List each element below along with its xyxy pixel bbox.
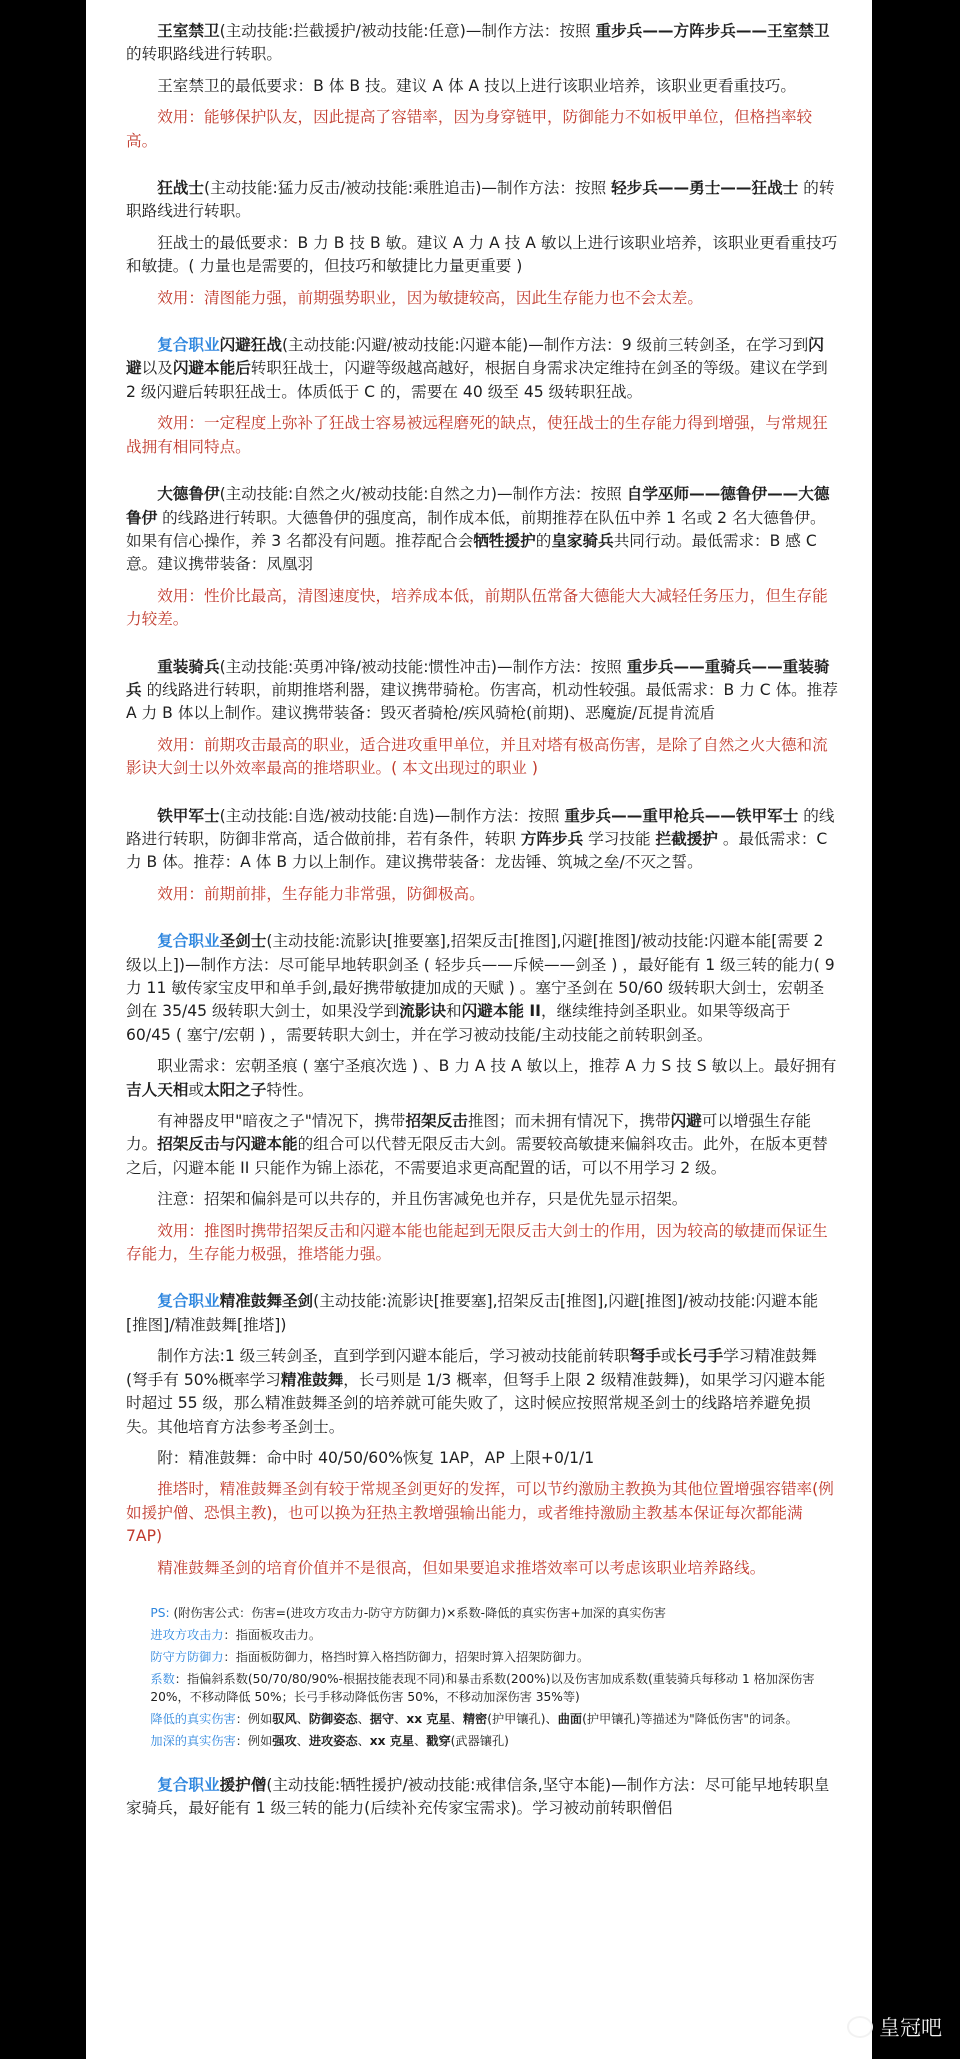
text: 招架反击	[405, 1112, 468, 1131]
text: ：例如	[235, 1711, 273, 1726]
section-royal-guard	[126, 20, 838, 153]
text: 进攻方攻击力	[150, 1627, 224, 1642]
paragraph	[126, 930, 838, 1047]
ps-line	[126, 1710, 838, 1728]
requirement: 狂战士的最低要求：B 力 B 技 B 敏。建议 A 力 A 技 A 敏以上进行该职业培养，该职业更看重技巧和敏捷。( 力量也是需要的，但技巧和敏捷比力量更重要 )	[126, 233, 838, 276]
compound-tag: 复合职业	[157, 1292, 220, 1311]
path: 轻步兵——勇士——狂战士	[611, 179, 799, 198]
text: 和	[445, 1002, 462, 1021]
text: (护甲镶孔)等描述为"降低伤害"的词条。	[582, 1711, 798, 1726]
text: (主动技能:流影诀[推要塞],招架反击[推图],闪避[推图]/被动技能:闪避本能[推图]/精准鼓舞[推塔])	[126, 1292, 819, 1334]
paragraph	[126, 1774, 838, 1821]
text: 的转职路线进行转职。	[126, 179, 835, 221]
text: (主动技能:流影诀[推要塞],招架反击[推图],闪避[推图]/被动技能:闪避本能[需要 2 级以上])—制作方法：尽可能早地转职剑圣 ( 轻步兵——斥候——剑圣 ) ，最好能有 1 级三转的能力( 9 力 11 敏传家宝皮甲和单手剑,最好携带敏捷加成的天赋 ) 。塞宁圣剑在 50/60 级转职大剑士，宏朝圣剑在 35/45 级转职大剑士，如果没学到	[126, 932, 835, 1021]
text: ：例如	[235, 1733, 273, 1748]
text: (护甲镶孔)、	[487, 1711, 558, 1726]
ps-line	[126, 1626, 838, 1644]
text: 弩手	[629, 1347, 661, 1366]
text: 共同行动。最低需求：B 感 C 意。建议携带装备：凤凰羽	[126, 531, 817, 574]
paragraph	[126, 1290, 838, 1337]
effect: 效用：前期攻击最高的职业，适合进攻重甲单位，并且对塔有极高伤害，是除了自然之火大德和流影诀大剑士以外效率最高的推塔职业。( 本文出现过的职业 )	[126, 735, 828, 778]
requirement	[126, 1055, 838, 1102]
tieba-paw-icon	[847, 2016, 873, 2038]
paragraph	[126, 656, 838, 726]
text: 的线路进行转职，防御非常高，适合做前排，若有条件，转职	[126, 806, 835, 848]
text: 的转职路线进行转职。	[126, 45, 282, 64]
class-name: 圣剑士	[219, 932, 267, 951]
paragraph	[126, 177, 838, 224]
text: ，继续维持剑圣职业。如果等级高于 60/45 ( 塞宁/宏朝 ) ，需要转职大剑士，并在学习被动技能/主动技能之前转职剑圣。	[126, 1002, 791, 1044]
paragraph	[126, 334, 838, 404]
effect: 推塔时，精准鼓舞圣剑有较于常规圣剑更好的发挥，可以节约激励主教换为其他位置增强容错率(例如援护僧、恐惧主教)，也可以换为狂热主教增强输出能力，或者维持激励主教基本保证每次都能满 7AP)	[126, 1480, 834, 1546]
text: 招架反击与闪避本能	[157, 1135, 298, 1154]
section-heavy-cavalry	[126, 656, 838, 781]
text: 。最低需求：C 力 B 体。推荐：A 体 B 力以上制作。建议携带装备：龙齿锤、筑城之垒/不灭之誓。	[126, 829, 828, 872]
effect: 效用：性价比最高，清图速度快，培养成本低，前期队伍常备大德能大大减轻任务压力，但生存能力较差。	[126, 586, 828, 629]
section-dodge-berserker	[126, 334, 838, 459]
watermark-text: 皇冠吧	[879, 2016, 942, 2040]
text: 学习精准鼓舞(弩手有 50%概率学习	[126, 1347, 817, 1389]
text: 制作方法:1 级三转剑圣，直到学到闪避本能后，学习被动技能前转职	[157, 1347, 630, 1366]
ps-line	[126, 1670, 838, 1706]
text: 闪避本能 II	[461, 1002, 541, 1021]
text: 的组合可以代替无限反击大剑。需要较高敏捷来偏斜攻击。此外，在版本更替之后，闪避本能 II 只能作为锦上添花，不需要追求更高配置的话，可以不用学习 2 级。	[126, 1135, 828, 1177]
compound-tag: 复合职业	[157, 1775, 220, 1794]
text: (主动技能:闪避/被动技能:闪避本能)—制作方法：9 级前三转剑圣，在学习到	[281, 336, 809, 355]
article	[86, 0, 872, 2059]
class-name: 大德鲁伊	[157, 485, 220, 504]
text: 学习技能	[583, 829, 656, 848]
compound-tag: 复合职业	[157, 336, 220, 355]
text: ：指偏斜系数(50/70/80/90%-根据技能表现不同)和暴击系数(200%)以及伤害加成系数(重装骑兵每移动 1 格加深伤害 20%，不移动降低 50%；长弓手移动降低伤害 50%，不移动加深伤害 35%等)	[150, 1671, 815, 1704]
text: 可以增强生存能力。	[126, 1112, 811, 1154]
text: (主动技能:英勇冲锋/被动技能:惯性冲击)—制作方法：按照	[219, 657, 627, 676]
text: ，长弓则是 1/3 概率，但弩手上限 2 级精准鼓舞)，如果学习闪避本能时超过 55 级，那么精准鼓舞圣剑的培养就可能失败了，这时候应按照常规圣剑士的线路培养避免损失。其他培育方法参考圣剑士。	[126, 1370, 826, 1436]
text: 吉人天相	[126, 1080, 189, 1099]
text: 、	[357, 1733, 370, 1748]
text: 曲面	[557, 1711, 583, 1726]
text: 闪避本能后	[172, 359, 251, 378]
text: (主动技能:猛力反击/被动技能:乘胜追击)—制作方法：按照	[203, 179, 612, 198]
text: 皇家骑兵	[551, 531, 614, 550]
text: 闪避	[126, 336, 824, 378]
effect: 效用：一定程度上弥补了狂战士容易被远程磨死的缺点，使狂战士的生存能力得到增强，与常规狂战拥有相同特点。	[126, 414, 828, 456]
text: 拦截援护	[655, 829, 718, 848]
section-precision-sword-saint	[126, 1290, 838, 1579]
text: 方阵步兵	[520, 829, 584, 848]
paragraph	[126, 1110, 838, 1180]
class-name: 狂战士	[157, 179, 204, 198]
text: 特性。	[266, 1080, 314, 1099]
ps-line	[126, 1732, 838, 1750]
text: 闪避	[670, 1112, 702, 1131]
ps-line	[126, 1604, 838, 1622]
text: 加深的真实伤害	[150, 1733, 236, 1748]
class-name: 重装骑兵	[157, 657, 220, 676]
text: 或	[188, 1080, 204, 1099]
text: 降低的真实伤害	[150, 1711, 236, 1726]
class-name: 王室禁卫	[157, 22, 220, 40]
ps-line	[126, 1648, 838, 1666]
section-berserker	[126, 177, 838, 310]
text: 精密	[462, 1711, 488, 1726]
text: (主动技能:牺牲援护/被动技能:戒律信条,坚守本能)—制作方法：尽可能早地转职皇家骑兵，最好能有 1 级三转的能力(后续补充传家宝需求)。学习被动前转职僧侣	[126, 1775, 830, 1818]
text: 、	[414, 1733, 427, 1748]
effect: 效用：清图能力强，前期强势职业，因为敏捷较高，因此生存能力也不会太差。	[157, 288, 703, 307]
text: 太阳之子	[204, 1080, 267, 1099]
text: 有神器皮甲"暗夜之子"情况下，携带	[157, 1112, 406, 1131]
class-name: 铁甲军士	[157, 806, 220, 825]
paragraph	[126, 483, 838, 577]
text: 系数	[150, 1671, 175, 1686]
class-name: 援护僧	[219, 1775, 267, 1794]
text: xx 克星	[406, 1711, 451, 1726]
effect: 效用：能够保护队友，因此提高了容错率，因为身穿链甲，防御能力不如板甲单位，但格挡率较高。	[126, 108, 813, 150]
text: 防御姿态	[308, 1711, 358, 1726]
requirement: 王室禁卫的最低要求：B 体 B 技。建议 A 体 A 技以上进行该职业培养，该职业更看重技巧。	[157, 76, 796, 95]
compound-tag: 复合职业	[157, 932, 220, 951]
path: 重步兵——方阵步兵——王室禁卫	[595, 22, 830, 40]
text: (主动技能:自然之火/被动技能:自然之力)—制作方法：按照	[219, 485, 627, 504]
text: (主动技能:拦截援护/被动技能:任意)—制作方法：按照	[219, 22, 596, 40]
text: (主动技能:自选/被动技能:自选)—制作方法：按照	[219, 806, 565, 825]
watermark	[847, 2012, 942, 2042]
text: 的	[535, 531, 552, 550]
text: PS:	[150, 1605, 170, 1620]
text: 强攻	[272, 1733, 297, 1748]
note: 附：精准鼓舞：命中时 40/50/60%恢复 1AP，AP 上限+0/1/1	[157, 1448, 595, 1467]
text: 职业需求：宏朝圣痕 ( 塞宁圣痕次选 ) 、B 力 A 技 A 敏以上，推荐 A 力 S 技 S 敏以上。最好拥有	[157, 1057, 837, 1076]
text: 、	[296, 1733, 309, 1748]
text: 精准鼓舞	[280, 1370, 344, 1389]
text: 长弓手	[676, 1347, 724, 1366]
paragraph	[126, 1345, 838, 1439]
paragraph	[126, 20, 838, 67]
text: 的线路进行转职，前期推塔利器，建议携带骑枪。伤害高，机动性较强。最低需求：B 力 C 体。推荐 A 力 B 体以上制作。建议携带装备：毁灭者骑枪/疾风骑枪(前期)、恶魔旋/瓦提肯流盾	[126, 680, 838, 723]
text: xx 克星	[369, 1733, 415, 1748]
text: 戳穿	[426, 1733, 451, 1748]
section-guardian-monk	[126, 1774, 838, 1821]
note: 注意：招架和偏斜是可以共存的，并且伤害减免也并存，只是优先显示招架。	[157, 1190, 688, 1209]
text: 转职狂战士，闪避等级越高越好，根据自身需求决定维持在剑圣的等级。建议在学到 2 级闪避后转职狂战士。体质低于 C 的，需要在 40 级至 45 级转职狂战。	[126, 359, 828, 401]
text: 以及	[141, 359, 173, 378]
text: 、	[357, 1711, 370, 1726]
text: (附伤害公式：伤害=(进攻方攻击力-防守方防御力)×系数-降低的真实伤害+加深的真实伤害	[169, 1605, 666, 1620]
text: 、	[296, 1711, 309, 1726]
text: 、	[394, 1711, 407, 1726]
effect: 效用：前期前排，生存能力非常强，防御极高。	[157, 884, 485, 903]
text: 推图；而未拥有情况下，携带	[467, 1112, 671, 1131]
section-archdruid	[126, 483, 838, 631]
text: 、	[450, 1711, 463, 1726]
text: 的线路进行转职。大德鲁伊的强度高，制作成本低，前期推荐在队伍中养 1 名或 2 名大德鲁伊。如果有信心操作，养 3 名都没有问题。推荐配合会	[126, 508, 826, 550]
text: 牺牲援护	[473, 531, 536, 550]
class-name: 精准鼓舞圣剑	[219, 1292, 314, 1311]
text: ：指面板防御力，格挡时算入格挡防御力，招架时算入招架防御力。	[223, 1649, 590, 1664]
section-ps	[126, 1604, 838, 1750]
text: ：指面板攻击力。	[223, 1627, 322, 1642]
text: 据守	[369, 1711, 395, 1726]
text: (武器镶孔)	[450, 1733, 509, 1748]
effect: 精准鼓舞圣剑的培育价值并不是很高，但如果要追求推塔效率可以考虑该职业培养路线。	[157, 1558, 766, 1577]
text: 或	[660, 1347, 677, 1366]
path: 自学巫师——德鲁伊——大德鲁伊	[126, 485, 830, 527]
text: 进攻姿态	[308, 1733, 358, 1748]
effect: 效用：推图时携带招架反击和闪避本能也能起到无限反击大剑士的作用，因为较高的敏捷而保证生存能力，生存能力极强，推塔能力强。	[126, 1221, 828, 1264]
text: 防守方防御力	[150, 1649, 224, 1664]
section-iron-soldier	[126, 805, 838, 907]
paragraph	[126, 805, 838, 875]
section-sword-saint	[126, 930, 838, 1266]
text: 流影诀	[399, 1002, 446, 1021]
text: 驭风	[272, 1711, 297, 1726]
path: 重步兵——重甲枪兵——铁甲军士	[564, 806, 799, 825]
path: 重步兵——重骑兵——重装骑兵	[126, 657, 830, 699]
class-name: 闪避狂战	[219, 336, 282, 355]
